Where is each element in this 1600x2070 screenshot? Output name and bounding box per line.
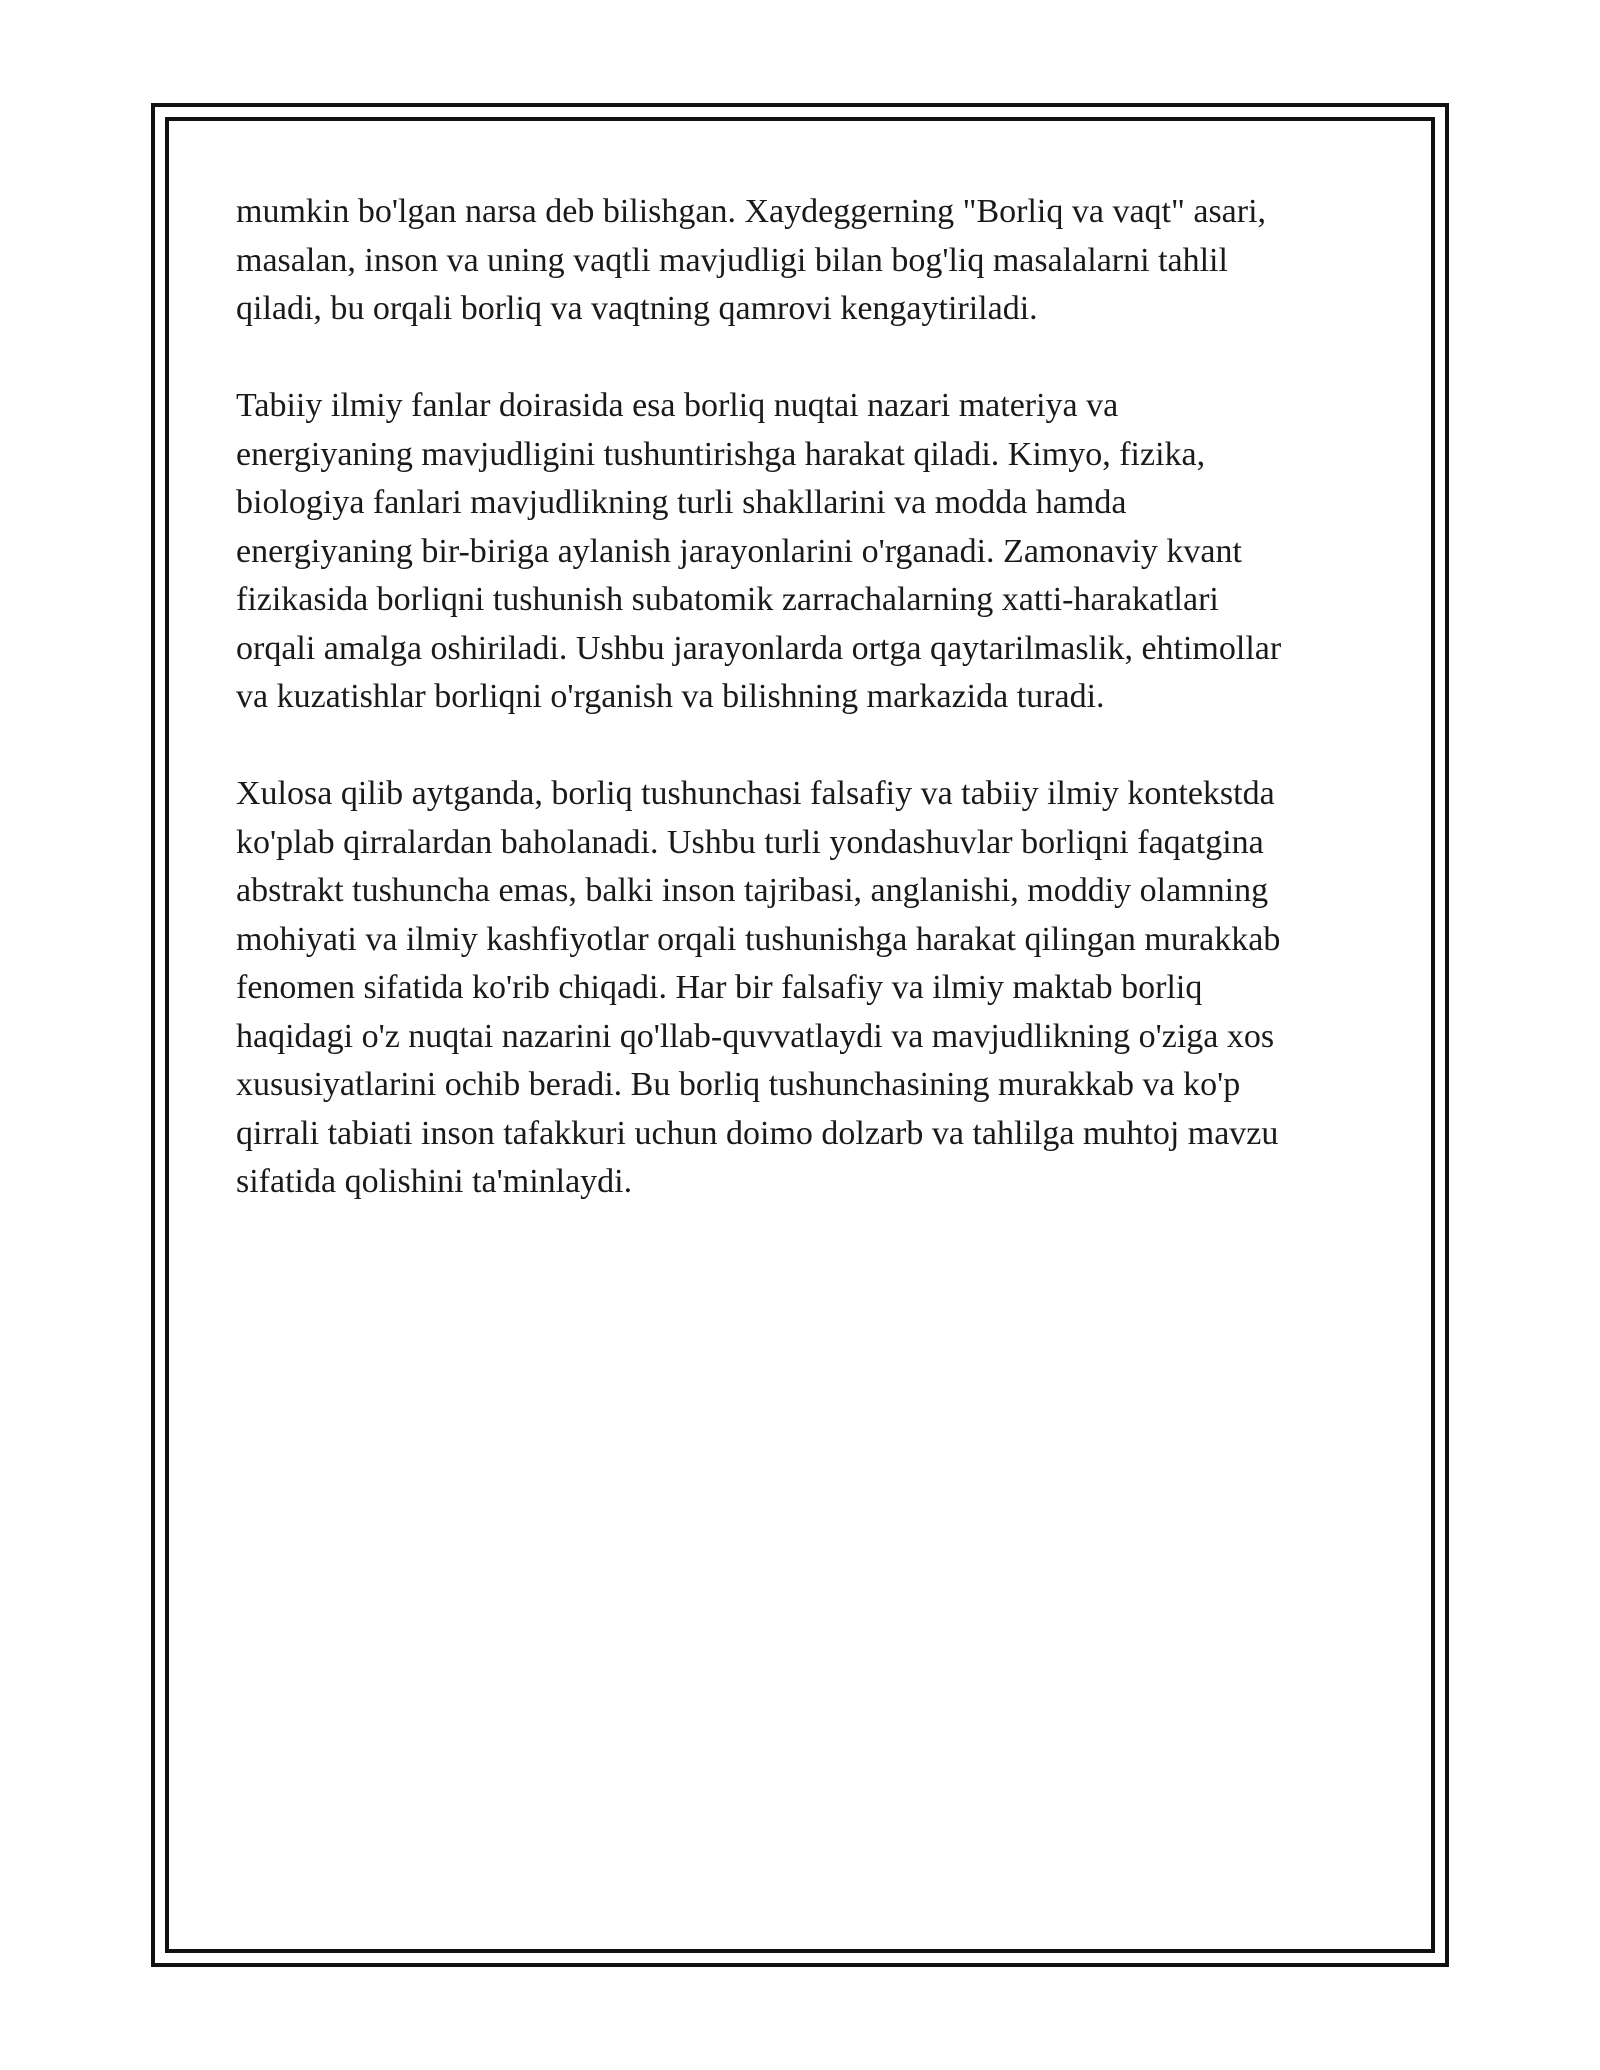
text-line: qiladi, bu orqali borliq va vaqtning qamrovi kengaytiriladi. [236,290,1038,327]
text-line: haqidagi o'z nuqtai nazarini qo'llab-quvvatlaydi va mavjudlikning o'ziga xos [236,1017,1275,1055]
text-line: sifatida qolishini ta'minlaydi. [236,1163,633,1200]
text-line: mumkin bo'lgan narsa deb bilishgan. Xaydeggerning "Borliq va vaqt" asari, [236,193,1267,230]
text-line: energiyaning bir-biriga aylanish jarayonlarini o'rganadi. Zamonaviy kvant [236,532,1242,570]
text-line: va kuzatishlar borliqni o'rganish va bilishning markazida turadi. [236,678,1105,715]
paragraph [236,770,1366,1207]
text-line: Tabiiy ilmiy fanlar doirasida esa borliq nuqtai nazari materiya va [236,387,1119,424]
text-line: masalan, inson va uning vaqtli mavjudligi bilan bog'liq masalalarni tahlil [236,241,1228,279]
text-line: mohiyati va ilmiy kashfiyotlar orqali tushunishga harakat qilingan murakkab [236,920,1281,958]
document-body [236,188,1366,1255]
text-line: xususiyatlarini ochib beradi. Bu borliq tushunchasining murakkab va ko'p [236,1066,1241,1103]
text-line: orqali amalga oshiriladi. Ushbu jarayonlarda ortga qaytarilmaslik, ehtimollar [236,629,1282,667]
text-line: abstrakt tushuncha emas, balki inson tajribasi, anglanishi, moddiy olamning [236,872,1269,909]
paragraph [236,382,1366,722]
text-line: Xulosa qilib aytganda, borliq tushunchasi falsafiy va tabiiy ilmiy kontekstda [236,775,1275,812]
paragraph [236,188,1366,334]
text-line: qirrali tabiati inson tafakkuri uchun doimo dolzarb va tahlilga muhtoj mavzu [236,1114,1279,1152]
text-line: ko'plab qirralardan baholanadi. Ushbu turli yondashuvlar borliqni faqatgina [236,823,1264,861]
text-line: energiyaning mavjudligini tushuntirishga harakat qiladi. Kimyo, fizika, [236,435,1206,473]
text-line: fizikasida borliqni tushunish subatomik zarrachalarning xatti-harakatlari [236,581,1219,618]
text-line: fenomen sifatida ko'rib chiqadi. Har bir falsafiy va ilmiy maktab borliq [236,969,1203,1006]
text-line: biologiya fanlari mavjudlikning turli shakllarini va modda hamda [236,484,1127,521]
